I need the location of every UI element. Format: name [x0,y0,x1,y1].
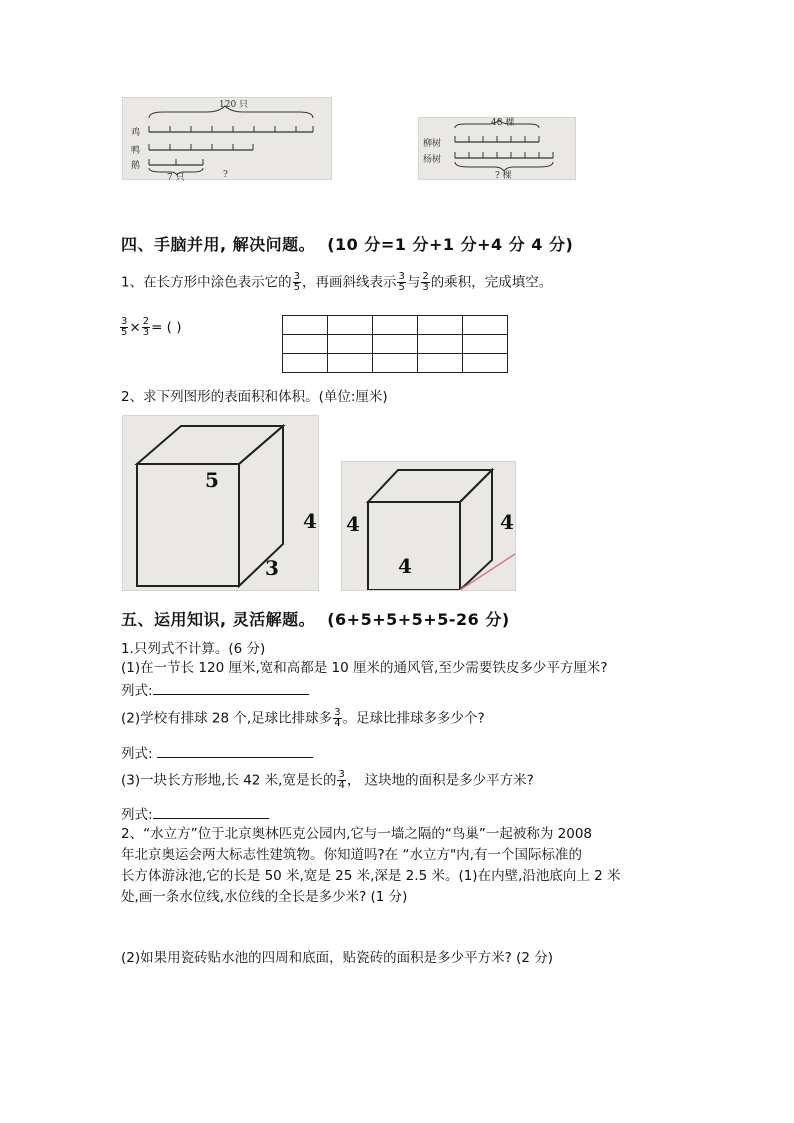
q5-1-part1: (1)在一节长 120 厘米,宽和高都是 10 厘米的通风管,至少需要铁皮多少平方厘米? [121,660,608,676]
segment-bottom-label-right: ? 棵 [495,171,512,181]
section5-heading [121,607,510,630]
q5-1-answer1 [121,680,309,700]
cube-right-label: 4 [500,510,514,534]
q5-1-part3-post: ， 这块地的面积是多少平方米? [346,772,534,789]
cuboid-figure [123,416,318,590]
q4-2-text: 2、求下列图形的表面积和体积。(单位:厘米) [121,389,388,405]
row-label-goose: 鹅 [131,161,141,171]
times-sign: × [129,319,141,336]
rectangle-grid[interactable] [282,315,508,373]
fraction: $\frac{3}{4}$ [334,707,341,729]
segment-diagram-left [122,97,332,183]
section5-title: 五、运用知识, 灵活解题。 [121,610,316,629]
segment-diagram-right [418,117,576,180]
q5-1-answer3 [121,804,269,824]
q4-1-suffix: 的乘积，完成填空。 [430,274,553,291]
q5-1-part2 [121,708,485,729]
q4-1-mid2: 与 [406,274,421,291]
formula-label: 列式: [121,746,157,762]
q4-1-text [121,272,552,293]
q4-1-mid1: ，再画斜线表示 [301,274,397,291]
cube-left-label: 4 [346,512,360,536]
q5-2-line1: 2、“水立方”位于北京奥林匹克公园内,它与一墙之隔的“鸟巢”一起被称为 2008 [121,826,593,842]
row-label-duck: 鸭 [131,146,141,156]
fraction: $\frac{3}{4}$ [338,769,345,791]
q5-2-line4: 处,画一条水位线,水位线的全长是多少米? (1 分) [121,889,408,905]
fraction: $\frac{2}{3}$ [142,316,150,338]
formula-label: 列式: [121,807,153,823]
q5-1-part2-pre: (2)学校有排球 28 个,足球比排球多 [121,710,333,727]
cuboid-side-label: 4 [303,509,317,533]
fraction: $\frac{2}{3}$ [422,271,429,293]
section4-title: 四、手脑并用, 解决问题。 [121,235,316,254]
answer-line[interactable] [157,743,313,758]
q5-1-part3-pre: (3)一块长方形地,长 42 米,宽是长的 [121,772,337,789]
cuboid-height-label: 5 [205,468,219,492]
q5-1-part3 [121,770,534,791]
cuboid-depth-label: 3 [265,556,279,580]
q5-2-sub2: (2)如果用瓷砖贴水池的四周和底面，贴瓷砖的面积是多少平方米? (2 分) [121,950,553,966]
segment-question-mark: ? [223,170,228,180]
fraction: $\frac{3}{5}$ [398,271,405,293]
q4-1-prefix: 1、在长方形中涂色表示它的 [121,274,292,291]
segment-total-label-right: 48 棵 [491,118,515,128]
answer-line[interactable] [153,680,309,695]
cuboid-photo [122,415,319,591]
row-label-chicken: 鸡 [131,128,141,138]
section4-heading [121,232,573,255]
fraction: $\frac{3}{5}$ [293,271,300,293]
fraction: $\frac{3}{5}$ [121,316,128,338]
segment-total-label: 120 只 [219,100,249,110]
q5-1-answer2 [121,743,313,763]
q5-1-head: 1.只列式不计算。(6 分) [121,641,266,657]
segment-bottom-label: 7 只 [167,173,185,183]
cube-front-label: 4 [398,554,412,578]
q5-2-line2: 年北京奥运会两大标志性建筑物。你知道吗?在 “水立方"内,有一个国际标准的 [121,847,582,863]
answer-line[interactable] [153,804,269,819]
q5-1-part2-post: 。足球比排球多多少个? [342,710,485,727]
cube-photo [341,461,516,591]
segment-diagram-left-svg [123,98,331,179]
formula-label: 列式: [121,683,153,699]
answer-blank[interactable]: = ( ) [151,319,182,336]
q5-2-line3: 长方体游泳池,它的长是 50 米,宽是 25 米,深是 2.5 米。(1)在内壁,沿池底向上 2 米 [121,868,621,884]
row-label-willow: 柳树 [423,139,442,149]
q4-1-expression [119,317,182,338]
row-label-poplar: 杨树 [423,155,442,165]
section5-score: (6+5+5+5+5-26 分) [327,610,510,629]
cube-figure [342,462,515,590]
section4-score: (10 分=1 分+1 分+4 分 4 分) [327,235,574,254]
